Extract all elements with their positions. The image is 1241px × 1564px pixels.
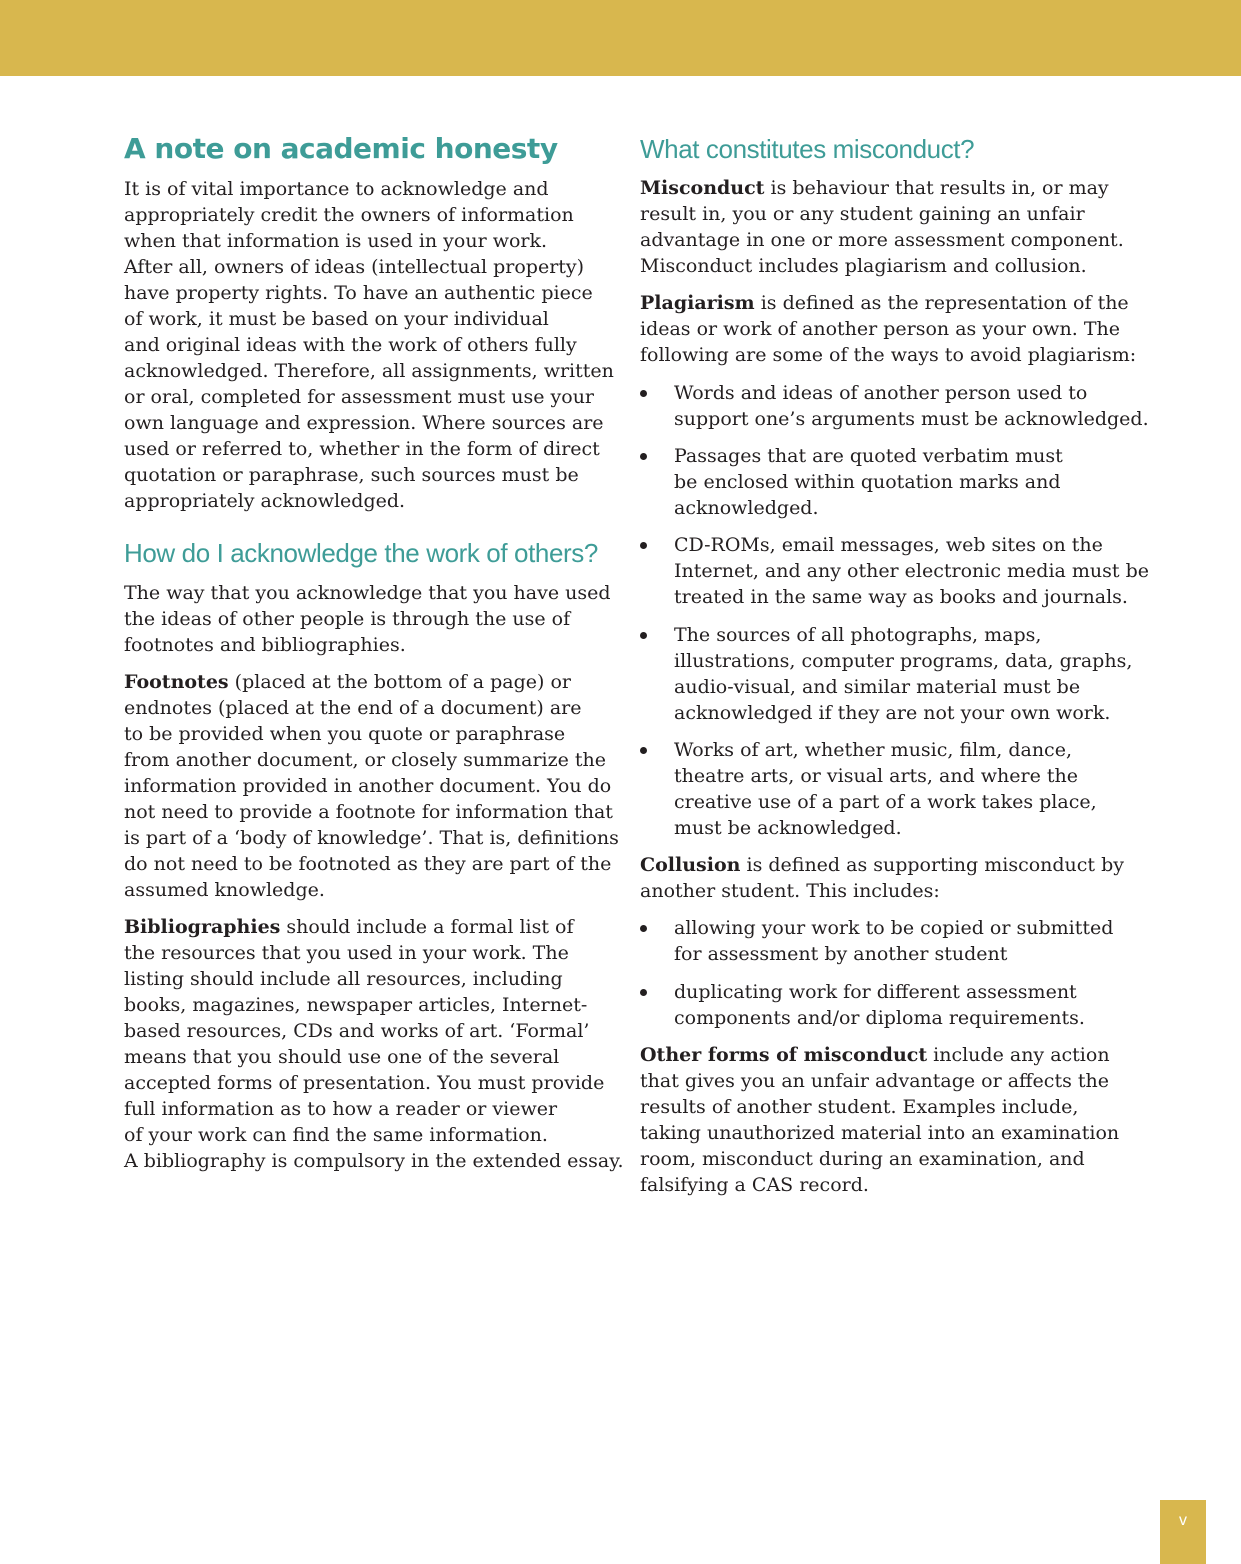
page-number-tab	[1160, 1500, 1206, 1564]
bibliographies-paragraph	[124, 914, 624, 1174]
text-line: acknowledged.	[674, 497, 819, 519]
text-line: when that information is used in your work.	[124, 230, 548, 252]
text-line: not need to provide a footnote for information that	[124, 801, 613, 823]
collusion-paragraph	[640, 852, 1130, 904]
bullet-icon	[640, 632, 647, 639]
text-line: quotation or paraphrase, such sources must be	[124, 464, 579, 486]
text-line: result in, you or any student gaining an unfair	[640, 203, 1085, 225]
text-line: ideas or work of another person as your own. The	[640, 318, 1121, 340]
bullet-icon	[640, 390, 647, 397]
text-line: It is of vital importance to acknowledge and	[124, 178, 549, 200]
text-line: or oral, completed for assessment must use your	[124, 386, 595, 408]
text-line: books, magazines, newspaper articles, Internet-	[124, 994, 588, 1016]
text-line: listing should include all resources, including	[124, 968, 563, 990]
text-line: (placed at the bottom of a page) or	[228, 671, 572, 693]
text-line: advantage in one or more assessment component.	[640, 229, 1124, 251]
text-line: from another document, or closely summarize the	[124, 749, 607, 771]
text-line: the ideas of other people is through the use of	[124, 608, 571, 630]
bibliographies-term: Bibliographies	[124, 916, 281, 938]
text-line: and original ideas with the work of others fully	[124, 334, 577, 356]
text-line: Misconduct includes plagiarism and collusion.	[640, 255, 1087, 277]
text-line: illustrations, computer programs, data, graphs,	[674, 650, 1133, 672]
text-line: room, misconduct during an examination, and	[640, 1148, 1085, 1170]
footnotes-term: Footnotes	[124, 671, 229, 693]
text-line: theatre arts, or visual arts, and where the	[674, 765, 1078, 787]
text-line: The way that you acknowledge that you have used	[124, 582, 611, 604]
other-misconduct-paragraph	[640, 1042, 1130, 1198]
bullet-icon	[640, 542, 647, 549]
collusion-term: Collusion	[640, 854, 741, 876]
page-number: v	[1179, 1512, 1187, 1529]
text-line: duplicating work for different assessment	[674, 981, 1077, 1003]
text-line: following are some of the ways to avoid plagiarism:	[640, 344, 1137, 366]
text-line: means that you should use one of the several	[124, 1046, 560, 1068]
text-line: assumed knowledge.	[124, 879, 325, 901]
text-line: acknowledged. Therefore, all assignments, written	[124, 360, 614, 382]
text-line: of work, it must be based on your individual	[124, 308, 549, 330]
plagiarism-term: Plagiarism	[640, 292, 755, 314]
text-line: that gives you an unfair advantage or affects the	[640, 1070, 1109, 1092]
text-line: is part of a ‘body of knowledge’. That is, definitions	[124, 827, 619, 849]
bullet-icon	[640, 989, 647, 996]
top-color-band	[0, 0, 1241, 76]
text-line: components and/or diploma requirements.	[674, 1007, 1085, 1029]
text-line: creative use of a part of a work takes place,	[674, 791, 1097, 813]
text-line: CD-ROMs, email messages, web sites on the	[674, 534, 1103, 556]
misconduct-term: Misconduct	[640, 177, 765, 199]
text-line: to be provided when you quote or paraphrase	[124, 723, 566, 745]
text-line: Passages that are quoted verbatim must	[674, 445, 1063, 467]
text-line: appropriately credit the owners of information	[124, 204, 574, 226]
text-line: Words and ideas of another person used to	[674, 382, 1088, 404]
text-line: The sources of all photographs, maps,	[674, 624, 1042, 646]
text-line: based resources, CDs and works of art. ‘Formal’	[124, 1020, 590, 1042]
text-line: must be acknowledged.	[674, 817, 902, 839]
bullet-icon	[640, 747, 647, 754]
text-line: footnotes and bibliographies.	[124, 634, 406, 656]
text-line: do not need to be footnoted as they are part of the	[124, 853, 612, 875]
acknowledge-heading: How do I acknowledge the work of others?	[124, 538, 598, 568]
text-line: treated in the same way as books and journals.	[674, 586, 1128, 608]
text-line: is defined as the representation of the	[754, 292, 1129, 314]
text-line: another student. This includes:	[640, 880, 940, 902]
text-line: full information as to how a reader or viewer	[124, 1098, 558, 1120]
footnotes-paragraph	[124, 669, 619, 903]
text-line: own language and expression. Where sources are	[124, 412, 604, 434]
text-line: acknowledged if they are not your own work.	[674, 702, 1111, 724]
text-line: audio-visual, and similar material must be	[674, 676, 1081, 698]
misconduct-heading: What constitutes misconduct?	[640, 134, 975, 164]
text-line: Internet, and any other electronic media must be	[674, 560, 1149, 582]
text-line: endnotes (placed at the end of a document) are	[124, 697, 582, 719]
text-line: allowing your work to be copied or submitted	[674, 917, 1114, 939]
text-line: of your work can find the same information.	[124, 1124, 548, 1146]
text-line: appropriately acknowledged.	[124, 490, 406, 512]
other-misconduct-term: Other forms of misconduct	[640, 1044, 928, 1066]
text-line: accepted forms of presentation. You must provide	[124, 1072, 605, 1094]
text-line: results of another student. Examples include,	[640, 1096, 1079, 1118]
text-line: After all, owners of ideas (intellectual property)	[124, 256, 585, 278]
plagiarism-paragraph	[640, 290, 1137, 368]
text-line: for assessment by another student	[674, 943, 1008, 965]
text-line: be enclosed within quotation marks and	[674, 471, 1061, 493]
text-line: used or referred to, whether in the form of direct	[124, 438, 600, 460]
misconduct-paragraph	[640, 175, 1130, 279]
page-title: A note on academic honesty	[124, 132, 558, 165]
text-line: include any action	[927, 1044, 1110, 1066]
text-line: should include a formal list of	[280, 916, 574, 938]
text-line: is behaviour that results in, or may	[764, 177, 1109, 199]
text-line: taking unauthorized material into an examination	[640, 1122, 1120, 1144]
text-line: A bibliography is compulsory in the extended essay.	[124, 1150, 624, 1172]
text-line: information provided in another document. You do	[124, 775, 612, 797]
text-line: support one’s arguments must be acknowledged.	[674, 408, 1149, 430]
text-line: Works of art, whether music, film, dance,	[674, 739, 1072, 761]
acknowledge-paragraph	[124, 580, 611, 658]
text-line: falsifying a CAS record.	[640, 1174, 869, 1196]
bullet-icon	[640, 453, 647, 460]
text-line: the resources that you used in your work. The	[124, 942, 569, 964]
bullet-icon	[640, 925, 647, 932]
text-line: have property rights. To have an authentic piece	[124, 282, 593, 304]
intro-paragraph	[124, 176, 614, 514]
text-line: is defined as supporting misconduct by	[740, 854, 1124, 876]
